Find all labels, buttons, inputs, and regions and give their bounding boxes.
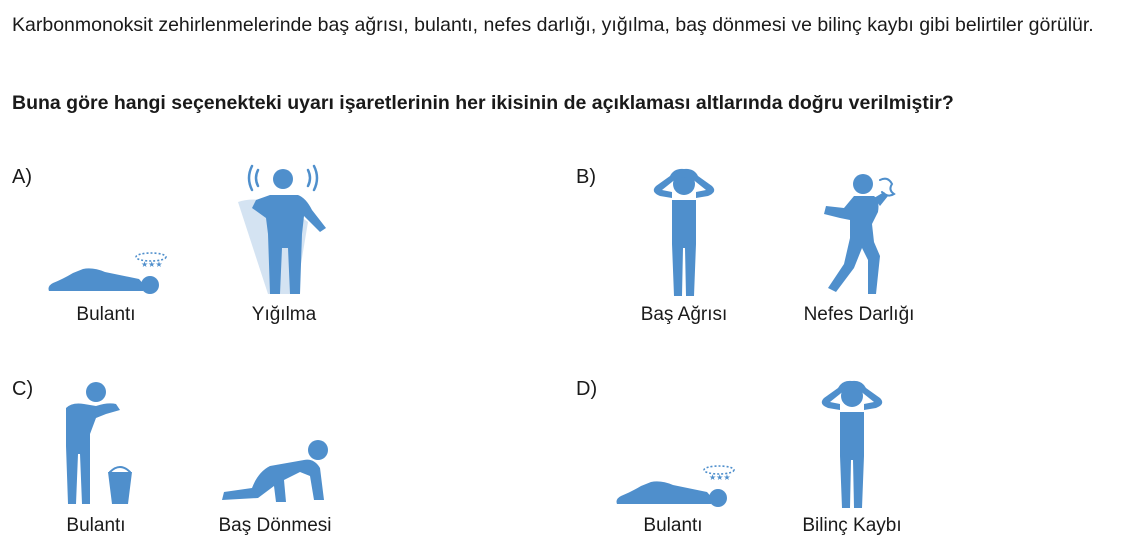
svg-text:★★★: ★★★ <box>709 473 731 482</box>
option-c-right-caption: Baş Dönmesi <box>218 515 332 536</box>
question-stem: Karbonmonoksit zehirlenmelerinde baş ağrısı, bulantı, nefes darlığı, yığılma, baş dönmesi ve bilinç kaybı gibi belirtiler görülür. <box>12 14 1094 36</box>
collapsing-person-icon <box>228 162 343 297</box>
option-b-letter[interactable]: B) <box>576 166 596 188</box>
option-d-letter[interactable]: D) <box>576 378 598 400</box>
option-c-letter[interactable]: C) <box>12 378 34 400</box>
option-b-left-caption: Baş Ağrısı <box>640 304 728 325</box>
breathless-person-icon <box>818 172 908 297</box>
option-c-left-caption: Bulantı <box>66 515 126 536</box>
option-a-left-caption: Bulantı <box>76 304 136 325</box>
hands-on-head-person-icon <box>816 376 888 511</box>
svg-text:★★★: ★★★ <box>141 260 163 269</box>
hands-on-head-person-icon <box>648 164 720 299</box>
option-d-left-caption: Bulantı <box>643 515 703 536</box>
lying-person-dizzy-icon <box>45 245 175 300</box>
question-prompt: Buna göre hangi seçenekteki uyarı işaretlerinin her ikisinin de açıklaması altlarında doğru verilmiştir? <box>12 92 954 114</box>
option-a-letter[interactable]: A) <box>12 166 32 188</box>
vomiting-person-icon <box>56 376 136 506</box>
option-a-right-caption: Yığılma <box>251 304 317 325</box>
lying-person-dizzy-icon <box>613 458 743 513</box>
crawling-person-icon <box>218 436 333 508</box>
option-b-right-caption: Nefes Darlığı <box>803 304 915 325</box>
option-d-right-caption: Bilinç Kaybı <box>802 515 902 536</box>
